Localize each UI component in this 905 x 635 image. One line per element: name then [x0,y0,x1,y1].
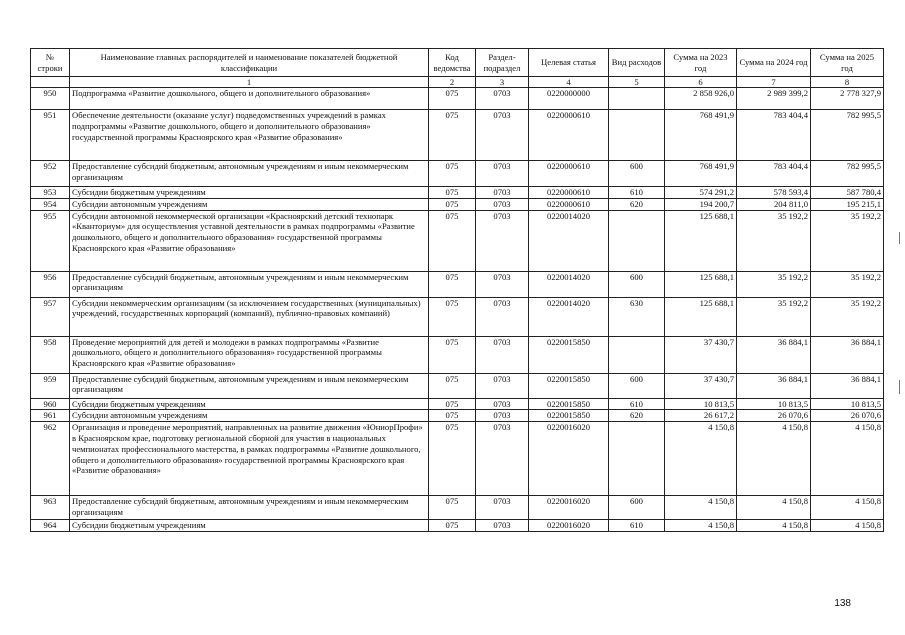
row-number: 957 [31,297,70,336]
column-number: 3 [476,77,529,88]
row-name: Предоставление субсидий бюджетным, автономным учреждениям и иным некоммерческим организациям [70,373,429,398]
row-number: 959 [31,373,70,398]
dept-code: 075 [429,161,476,187]
row-name: Субсидии бюджетным учреждениям [70,187,429,199]
sum-2025: 782 995,5 [811,110,884,161]
sum-2024: 26 070,6 [737,410,811,422]
sum-2024: 35 192,2 [737,297,811,336]
header-section: Раздел-подраздел [476,49,529,77]
table-row [31,520,884,532]
target-code: 0220016020 [529,422,609,496]
sum-2023: 4 150,8 [665,422,737,496]
scan-margin-mark [899,232,900,244]
sum-2023: 37 430,7 [665,373,737,398]
sum-2025: 35 192,2 [811,297,884,336]
expense-type: 610 [609,398,665,410]
sum-2024: 36 884,1 [737,336,811,373]
dept-code: 075 [429,496,476,520]
row-name: Предоставление субсидий бюджетным, автономным учреждениям и иным некоммерческим организациям [70,496,429,520]
column-number: 6 [665,77,737,88]
row-number: 951 [31,110,70,161]
expense-type [609,110,665,161]
table-row [31,373,884,398]
expense-type [609,210,665,271]
expense-type: 630 [609,297,665,336]
row-number: 955 [31,210,70,271]
sum-2024: 10 813,5 [737,398,811,410]
row-number: 964 [31,520,70,532]
sum-2024: 578 593,4 [737,187,811,199]
dept-code: 075 [429,271,476,297]
header-sum-2023: Сумма на 2023 год [665,49,737,77]
row-number: 954 [31,198,70,210]
expense-type: 620 [609,410,665,422]
target-code: 0220014020 [529,271,609,297]
section-code: 0703 [476,110,529,161]
row-name: Обеспечение деятельности (оказание услуг) подведомственных учреждений в рамках подпрограммы «Развитие дошкольного, общего и дополнительного образования» государственной программы Красноярского края «Развитие образования» [70,110,429,161]
sum-2023: 194 200,7 [665,198,737,210]
row-number: 960 [31,398,70,410]
header-name: Наименование главных распорядителей и наименование показателей бюджетной классификации [70,49,429,77]
expense-type [609,422,665,496]
header-sum-2024: Сумма на 2024 год [737,49,811,77]
target-code: 0220000610 [529,110,609,161]
column-number: 5 [609,77,665,88]
section-code: 0703 [476,271,529,297]
sum-2023: 768 491,9 [665,161,737,187]
table-row [31,398,884,410]
expense-type: 620 [609,198,665,210]
sum-2025: 195 215,1 [811,198,884,210]
target-code: 0220000610 [529,187,609,199]
expense-type [609,336,665,373]
sum-2023: 4 150,8 [665,520,737,532]
row-number: 963 [31,496,70,520]
expense-type: 600 [609,271,665,297]
row-name: Субсидии автономным учреждениям [70,198,429,210]
section-code: 0703 [476,198,529,210]
target-code: 0220000000 [529,88,609,110]
sum-2023: 125 688,1 [665,271,737,297]
table-row [31,410,884,422]
sum-2024: 35 192,2 [737,210,811,271]
dept-code: 075 [429,422,476,496]
section-code: 0703 [476,88,529,110]
row-number: 950 [31,88,70,110]
header-row [31,49,884,77]
section-code: 0703 [476,336,529,373]
dept-code: 075 [429,410,476,422]
expense-type: 600 [609,161,665,187]
table-row [31,88,884,110]
row-number: 958 [31,336,70,373]
page-number: 138 [834,598,851,609]
column-number: 8 [811,77,884,88]
sum-2023: 2 858 926,0 [665,88,737,110]
column-number: 4 [529,77,609,88]
row-name: Субсидии автономной некоммерческой организации «Красноярский детский технопарк «Кванториум» для осуществления уставной деятельности в рамках подпрограммы «Развитие дошкольного, общего и дополнительного образования» государственной программы Красноярского края «Развитие образования» [70,210,429,271]
header-row-number: № строки [31,49,70,77]
sum-2024: 204 811,0 [737,198,811,210]
target-code: 0220016020 [529,520,609,532]
table-row [31,210,884,271]
sum-2025: 36 884,1 [811,373,884,398]
target-code: 0220015850 [529,410,609,422]
scan-margin-mark [899,380,900,394]
dept-code: 075 [429,398,476,410]
row-name: Организация и проведение мероприятий, направленных на развитие движения «ЮниорПрофи» в Красноярском крае, подготовку региональной сборной для участия в национальных чемпионатах профессионального мастерства, в рамках подпрограммы «Развитие дошкольного, общего и дополнительного образования» государственной программы Красноярского края «Развитие образования» [70,422,429,496]
row-name: Предоставление субсидий бюджетным, автономным учреждениям и иным некоммерческим организациям [70,271,429,297]
row-name: Подпрограмма «Развитие дошкольного, общего и дополнительного образования» [70,88,429,110]
sum-2023: 10 813,5 [665,398,737,410]
sum-2024: 4 150,8 [737,496,811,520]
expense-type: 600 [609,373,665,398]
sum-2024: 36 884,1 [737,373,811,398]
row-name: Субсидии некоммерческим организациям (за исключением государственных (муниципальных) учреждений, государственных корпораций (компаний), публично-правовых компаний) [70,297,429,336]
sum-2023: 768 491,9 [665,110,737,161]
sum-2025: 4 150,8 [811,520,884,532]
sum-2025: 35 192,2 [811,271,884,297]
expense-type: 600 [609,496,665,520]
sum-2025: 782 995,5 [811,161,884,187]
section-code: 0703 [476,373,529,398]
sum-2025: 36 884,1 [811,336,884,373]
sum-2023: 37 430,7 [665,336,737,373]
table-row [31,187,884,199]
row-name: Субсидии бюджетным учреждениям [70,398,429,410]
sum-2024: 4 150,8 [737,520,811,532]
table-row [31,422,884,496]
table-row [31,198,884,210]
column-number: 2 [429,77,476,88]
section-code: 0703 [476,187,529,199]
column-number [31,77,70,88]
sum-2025: 4 150,8 [811,422,884,496]
sum-2025: 2 778 327,9 [811,88,884,110]
dept-code: 075 [429,297,476,336]
dept-code: 075 [429,110,476,161]
row-name: Проведение мероприятий для детей и молодежи в рамках подпрограммы «Развитие дошкольного, общего и дополнительного образования» государственной программы Красноярского края «Развитие образования» [70,336,429,373]
section-code: 0703 [476,398,529,410]
dept-code: 075 [429,198,476,210]
section-code: 0703 [476,210,529,271]
row-number: 962 [31,422,70,496]
column-number: 1 [70,77,429,88]
expense-type: 610 [609,520,665,532]
row-number: 952 [31,161,70,187]
dept-code: 075 [429,520,476,532]
target-code: 0220000610 [529,198,609,210]
expense-type: 610 [609,187,665,199]
column-number: 7 [737,77,811,88]
dept-code: 075 [429,88,476,110]
row-number: 953 [31,187,70,199]
header-sum-2025: Сумма на 2025 год [811,49,884,77]
sum-2023: 4 150,8 [665,496,737,520]
header-target-item: Целевая статья [529,49,609,77]
target-code: 0220014020 [529,210,609,271]
target-code: 0220014020 [529,297,609,336]
expense-type [609,88,665,110]
table-row [31,161,884,187]
sum-2025: 35 192,2 [811,210,884,271]
column-number-row [31,77,884,88]
sum-2024: 35 192,2 [737,271,811,297]
table-row [31,496,884,520]
row-name: Субсидии бюджетным учреждениям [70,520,429,532]
sum-2023: 26 617,2 [665,410,737,422]
sum-2024: 783 404,4 [737,161,811,187]
sum-2025: 10 813,5 [811,398,884,410]
sum-2023: 574 291,2 [665,187,737,199]
section-code: 0703 [476,422,529,496]
sum-2025: 26 070,6 [811,410,884,422]
section-code: 0703 [476,520,529,532]
target-code: 0220015850 [529,373,609,398]
sum-2023: 125 688,1 [665,210,737,271]
table-row [31,110,884,161]
section-code: 0703 [476,496,529,520]
sum-2025: 587 780,4 [811,187,884,199]
header-expense-type: Вид расходов [609,49,665,77]
target-code: 0220015850 [529,398,609,410]
row-name: Субсидии автономным учреждениям [70,410,429,422]
section-code: 0703 [476,297,529,336]
row-name: Предоставление субсидий бюджетным, автономным учреждениям и иным некоммерческим организациям [70,161,429,187]
sum-2024: 783 404,4 [737,110,811,161]
sum-2024: 2 989 399,2 [737,88,811,110]
header-dept-code: Код ведомства [429,49,476,77]
dept-code: 075 [429,336,476,373]
dept-code: 075 [429,373,476,398]
sum-2025: 4 150,8 [811,496,884,520]
table-row [31,271,884,297]
row-number: 961 [31,410,70,422]
target-code: 0220016020 [529,496,609,520]
budget-table [30,48,884,532]
dept-code: 075 [429,187,476,199]
row-number: 956 [31,271,70,297]
sum-2024: 4 150,8 [737,422,811,496]
section-code: 0703 [476,410,529,422]
target-code: 0220000610 [529,161,609,187]
section-code: 0703 [476,161,529,187]
sum-2023: 125 688,1 [665,297,737,336]
target-code: 0220015850 [529,336,609,373]
dept-code: 075 [429,210,476,271]
table-row [31,297,884,336]
table-row [31,336,884,373]
